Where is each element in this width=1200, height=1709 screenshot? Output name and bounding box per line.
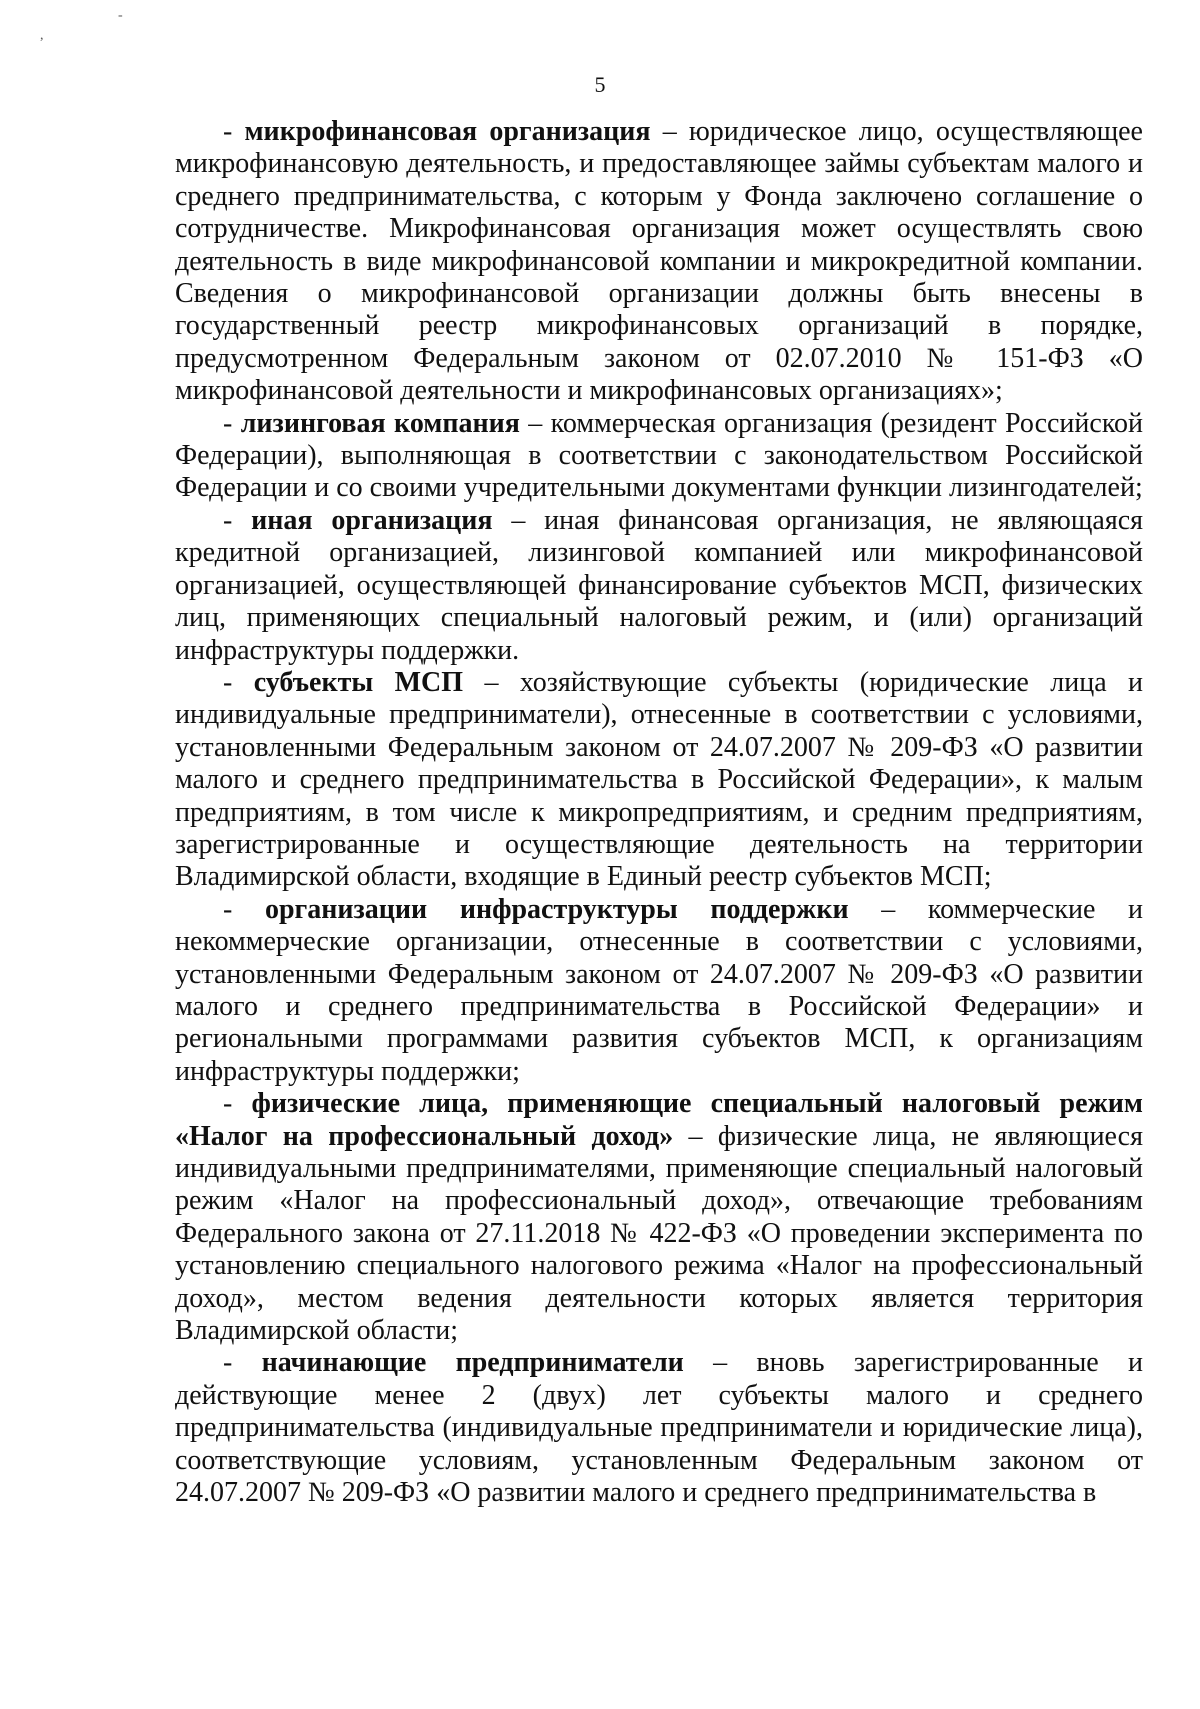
definition-term: субъекты МСП [253,666,464,698]
definition-term: организации инфраструктуры поддержки [264,893,849,925]
definition-term: лизинговая компания [240,407,520,439]
definition-paragraph: - иная организация – иная финансовая организация, не являющаяся кредитной организацией, лизинговой компанией или микрофинансовой организацией, осуществляющей финансирование субъектов МСП, физических лиц, применяющих специальный налоговый режим, и (или) организаций инфраструктуры поддержки. [175,504,1144,666]
definition-paragraph: - лизинговая компания – коммерческая организация (резидент Российской Федерации), выполняющая в соответствии с законодательством Российской Федерации и со своими учредительными документами функции лизингодателей; [175,407,1143,504]
definition-term: микрофинансовая организация [244,116,651,147]
definition-term: иная организация [251,504,493,536]
definition-text: – иная финансовая организация, не являющаяся кредитной организацией, лизинговой компанией или микрофинансовой организацией, осуществляющей финансирование субъектов МСП, физических лиц, применяющих специальный налоговый режим, и (или) организаций инфраструктуры поддержки. [175,504,1144,666]
scan-mark: - [118,8,123,23]
scan-mark: , [40,28,44,43]
definition-paragraph: - физические лица, применяющие специальный налоговый режим «Налог на профессиональный доход» – физические лица, не являющиеся индивидуальными предпринимателями, применяющие специальный налоговый режим «Налог на профессиональный доход», отвечающие требованиям Федерального закона от 27.11.2018 № 422-ФЗ «О проведении эксперимента по установлению специального налогового режима «Налог на профессиональный доход», местом ведения деятельности которых является территория Владимирской области; [175,1088,1144,1347]
definition-text: – коммерческая организация (резидент Российской Федерации), выполняющая в соответствии с законодательством Российской Федерации и со своими учредительными документами функции лизингодателей; [175,407,1143,504]
definition-text: – юридическое лицо, осуществляющее микрофинансовую деятельность, и предоставляющее займы субъектам малого и среднего предпринимательства, с которым у Фонда заключено соглашение о сотрудничестве. Микрофинансовая организация может осуществлять свою деятельность в виде микрофинансовой компании и микрокредитной компании. Сведения о микрофинансовой организации должны быть внесены в государственный реестр микрофинансовых организаций в порядке, предусмотренном Федеральным законом от 02.07.2010 № 151-ФЗ «О микрофинансовой деятельности и микрофинансовых организациях»; [175,116,1143,407]
definition-text: – физические лица, не являющиеся индивидуальными предпринимателями, применяющие специальный налоговый режим «Налог на профессиональный доход», отвечающие требованиям Федерального закона от 27.11.2018 № 422-ФЗ «О проведении эксперимента по установлению специального налогового режима «Налог на профессиональный доход», местом ведения деятельности которых является территория Владимирской области; [175,1120,1143,1347]
definition-paragraph: - организации инфраструктуры поддержки – коммерческие и некоммерческие организации, отнесенные в соответствии с условиями, установленными Федеральным законом от 24.07.2007 № 209-ФЗ «О развитии малого и среднего предпринимательства в Российской Федерации» и региональными программами развития субъектов МСП, к организациям инфраструктуры поддержки; [175,893,1144,1087]
definition-text: – вновь зарегистрированные и действующие менее 2 (двух) лет субъекты малого и среднего предпринимательства (индивидуальные предприниматели и юридические лица), соответствующие условиям, установленным Федеральным законом от 24.07.2007 № 209-ФЗ «О развитии малого и среднего предпринимательства в [175,1347,1144,1509]
definition-term: физические лица, применяющие специальный налоговый режим «Налог на профессиональный доход» [175,1088,1144,1152]
document-body [175,116,1143,1509]
definition-paragraph: - микрофинансовая организация – юридическое лицо, осуществляющее микрофинансовую деятельность, и предоставляющее займы субъектам малого и среднего предпринимательства, с которым у Фонда заключено соглашение о сотрудничестве. Микрофинансовая организация может осуществлять свою деятельность в виде микрофинансовой компании и микрокредитной компании. Сведения о микрофинансовой организации должны быть внесены в государственный реестр микрофинансовых организаций в порядке, предусмотренном Федеральным законом от 02.07.2010 № 151-ФЗ «О микрофинансовой деятельности и микрофинансовых организациях»; [175,116,1143,407]
definition-text: – хозяйствующие субъекты (юридические лица и индивидуальные предприниматели), отнесенные в соответствии с условиями, установленными Федеральным законом от 24.07.2007 № 209-ФЗ «О развитии малого и среднего предпринимательства в Российской Федерации», к малым предприятиям, в том числе к микропредприятиям, и средним предприятиям, зарегистрированные и осуществляющие деятельность на территории Владимирской области, входящие в Единый реестр субъектов МСП; [175,666,1144,893]
definition-paragraph: - начинающие предприниматели – вновь зарегистрированные и действующие менее 2 (двух) лет субъекты малого и среднего предпринимательства (индивидуальные предприниматели и юридические лица), соответствующие условиям, установленным Федеральным законом от 24.07.2007 № 209-ФЗ «О развитии малого и среднего предпринимательства в [175,1347,1144,1509]
page-number: 5 [594,72,606,97]
definition-term: начинающие предприниматели [261,1347,684,1379]
definition-text: – коммерческие и некоммерческие организации, отнесенные в соответствии с условиями, установленными Федеральным законом от 24.07.2007 № 209-ФЗ «О развитии малого и среднего предпринимательства в Российской Федерации» и региональными программами развития субъектов МСП, к организациям инфраструктуры поддержки; [175,893,1144,1087]
definition-paragraph: - субъекты МСП – хозяйствующие субъекты (юридические лица и индивидуальные предприниматели), отнесенные в соответствии с условиями, установленными Федеральным законом от 24.07.2007 № 209-ФЗ «О развитии малого и среднего предпринимательства в Российской Федерации», к малым предприятиям, в том числе к микропредприятиям, и средним предприятиям, зарегистрированные и осуществляющие деятельность на территории Владимирской области, входящие в Единый реестр субъектов МСП; [175,666,1144,893]
